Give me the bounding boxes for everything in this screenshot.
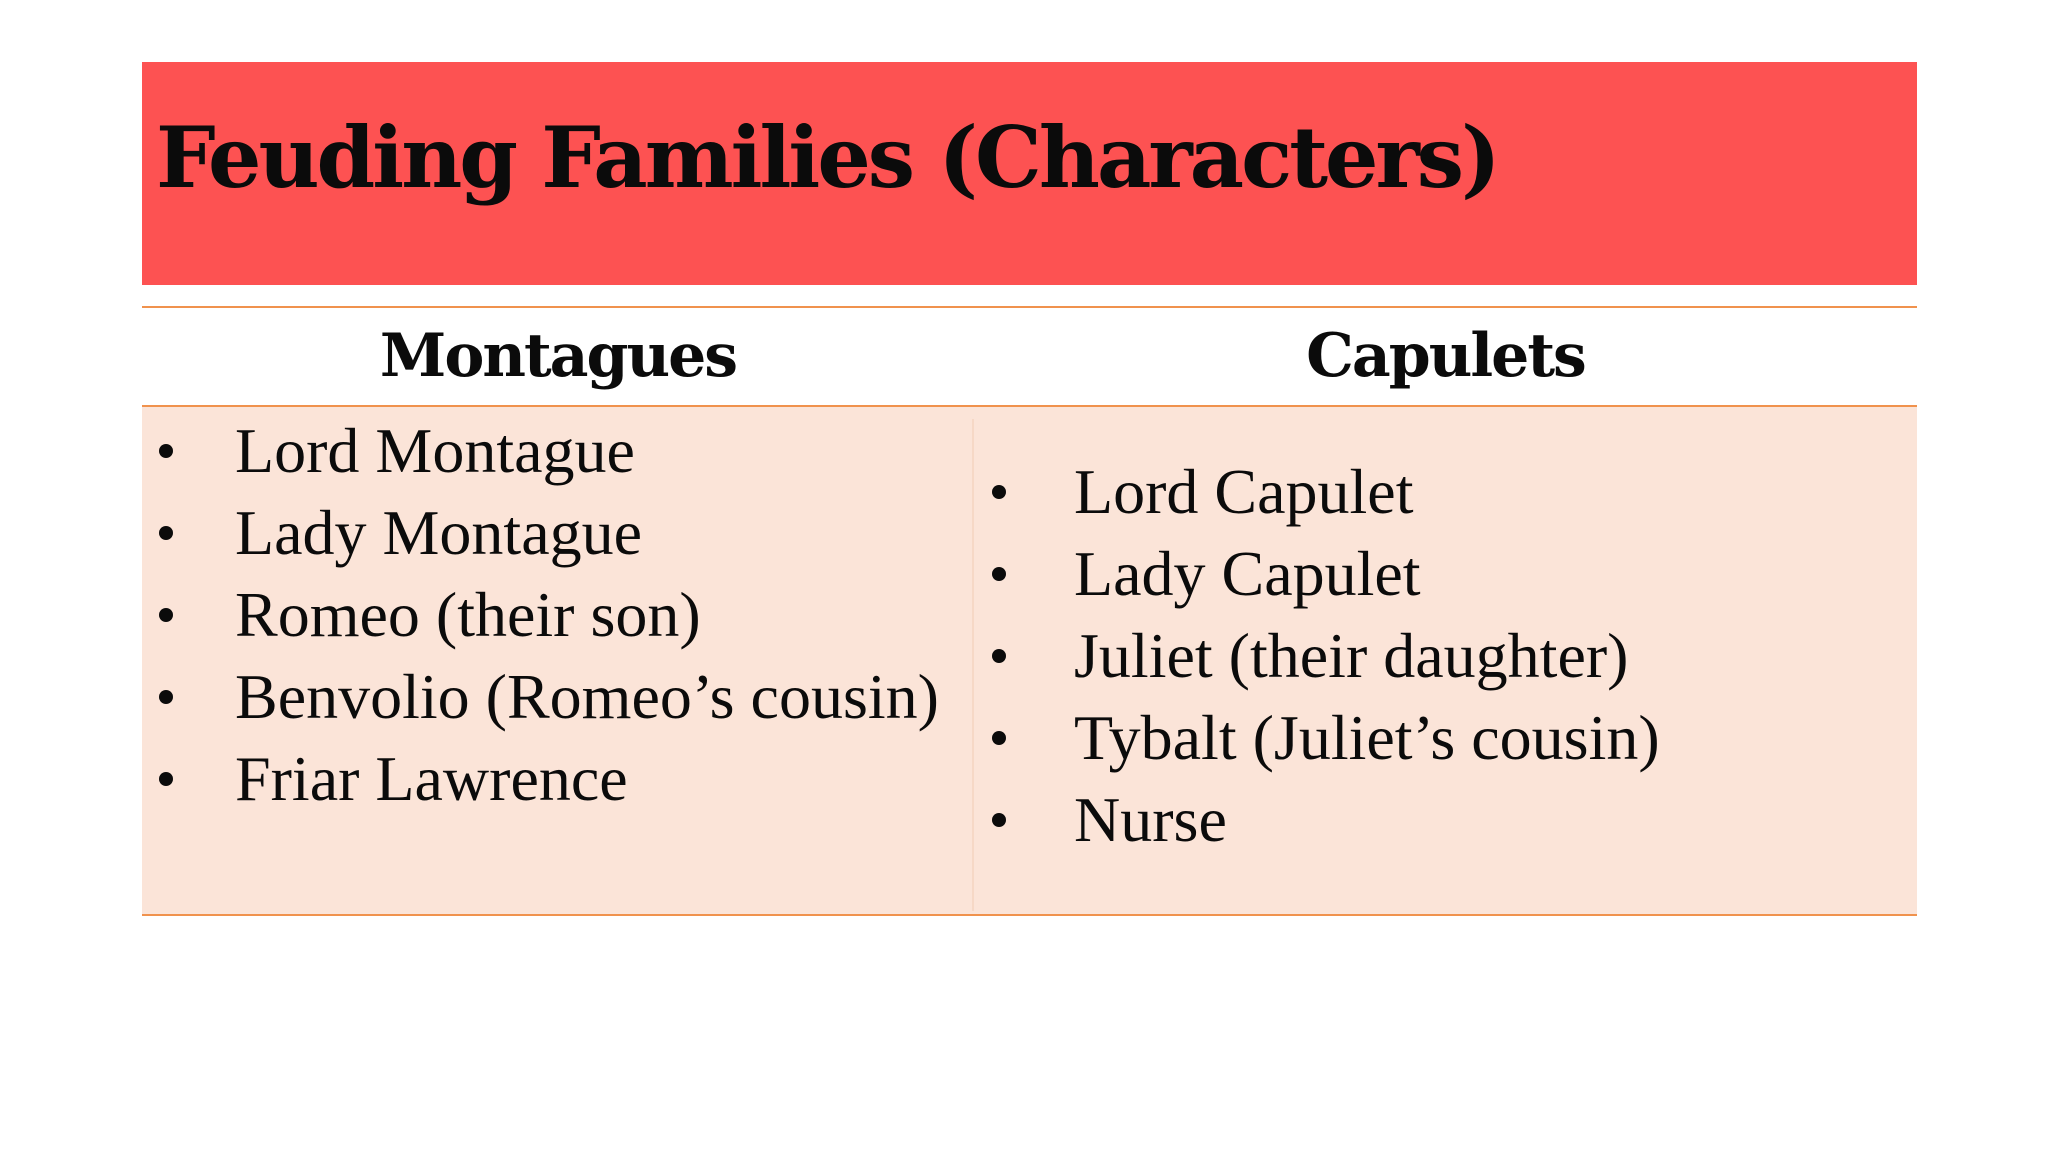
bullet-icon [992, 567, 1006, 581]
list-item-label: Juliet (their daughter) [1074, 620, 1629, 691]
bullet-icon [992, 485, 1006, 499]
bullet-icon [992, 731, 1006, 745]
list-item [974, 533, 1904, 615]
list-item [142, 492, 962, 574]
slide-title: Feuding Families (Characters) [156, 108, 1498, 207]
bullet-icon [159, 772, 173, 786]
bullet-icon [992, 813, 1006, 827]
list-item-label: Benvolio (Romeo’s cousin) [235, 661, 939, 732]
list-item-label: Lady Montague [235, 497, 642, 568]
list-item [974, 451, 1904, 533]
list-item-label: Lady Capulet [1074, 538, 1421, 609]
montagues-header: Montagues [379, 321, 737, 391]
table-bottom-rule [142, 914, 1917, 916]
list-item-label: Nurse [1074, 784, 1227, 855]
bullet-icon [159, 608, 173, 622]
list-item-label: Lord Capulet [1074, 456, 1414, 527]
list-item-label: Lord Montague [235, 415, 635, 486]
list-item [142, 574, 962, 656]
list-item [142, 656, 962, 738]
list-item-label: Romeo (their son) [235, 579, 701, 650]
list-item [142, 738, 962, 820]
title-bar [142, 62, 1917, 285]
list-item [974, 615, 1904, 697]
capulets-header: Capulets [1306, 321, 1585, 391]
list-item [142, 410, 962, 492]
list-item [974, 697, 1904, 779]
bullet-icon [159, 444, 173, 458]
bullet-icon [159, 526, 173, 540]
table-header-row [142, 308, 1917, 405]
montagues-list [142, 410, 962, 820]
list-item [974, 779, 1904, 861]
list-item-label: Tybalt (Juliet’s cousin) [1074, 702, 1660, 773]
list-item-label: Friar Lawrence [235, 743, 628, 814]
table-body-row [142, 407, 1917, 914]
bullet-icon [992, 649, 1006, 663]
capulets-list [974, 451, 1904, 861]
bullet-icon [159, 690, 173, 704]
